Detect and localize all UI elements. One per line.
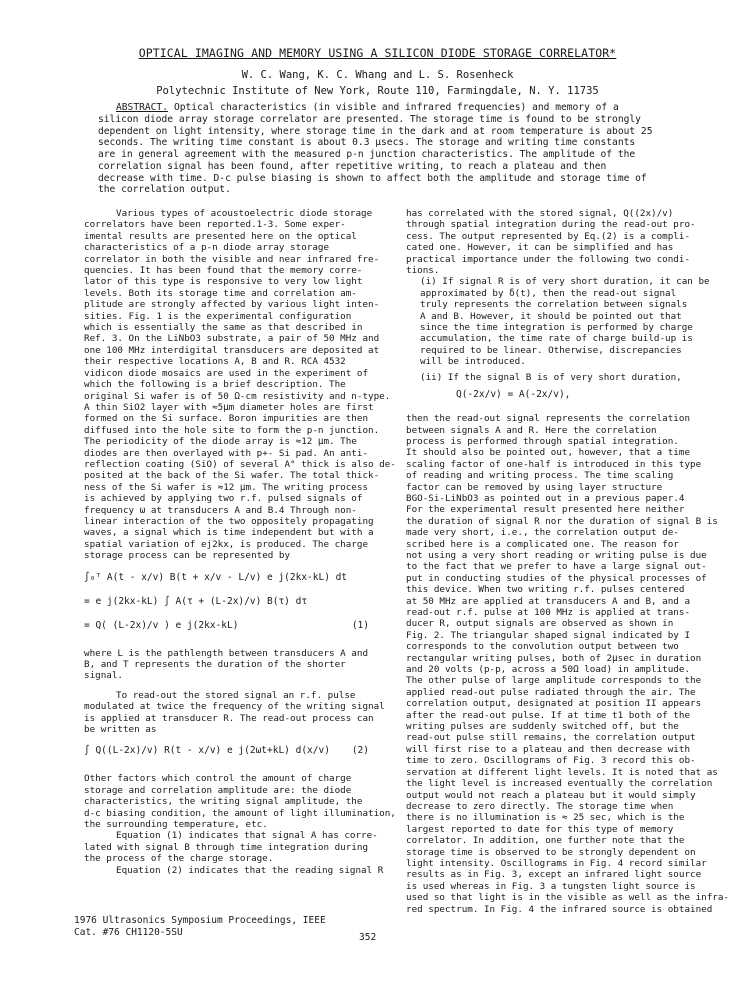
text-line: ness of the Si wafer is ≈12 μm. The writing process [84, 481, 369, 493]
text-line: lator of this type is responsive to very low light [84, 276, 363, 288]
text-line: scaling factor of one-half is introduced in this type [406, 458, 702, 470]
text-line: since the time integration is performed by charge [420, 322, 693, 334]
text-line: (ii) If the signal B is of very short duration, [420, 371, 682, 383]
text-line: put in conducting studies of the physical processes of [406, 572, 707, 584]
text-line: reflection coating (SiO) of several A° thick is also de- [84, 458, 396, 470]
text-line: which is essentially the same as that described in [84, 322, 363, 334]
text-line: has correlated with the stored signal, Q((2x)/v) [406, 208, 674, 219]
text-line: the duration of signal R nor the duration of signal B is [406, 515, 718, 527]
text-line: and 20 volts (p-p, across a 50Ω load) in amplitude. [406, 664, 691, 676]
text-line: decrease to zero directly. The storage time when [406, 800, 674, 812]
text-line: corresponds to the convolution output between two [406, 641, 679, 653]
text-line: correlation output, designated at position II appears [406, 698, 702, 710]
text-line: the process of the charge storage. [84, 853, 274, 865]
equation-2-number: (2) [351, 745, 369, 757]
text-line: formed on the Si surface. Boron impurities are then [84, 413, 369, 425]
left-paragraph-5 [84, 830, 389, 864]
text-line: time to zero. Oscillograms of Fig. 3 record this ob- [406, 755, 696, 767]
proceedings-line: 1976 Ultrasonics Symposium Proceedings, IEEE [74, 915, 326, 926]
text-line: writing pulses are suddenly switched off, but the [406, 721, 679, 733]
text-line: spatial variation of ej2kx, is produced. The charge [84, 538, 369, 550]
affiliation: Polytechnic Institute of New York, Route 110, Farmingdale, N. Y. 11735 [156, 85, 599, 97]
equation-1-b: = e j(2kx-kL) ∫ A(τ + (L-2x)/v) B(τ) dτ [84, 595, 308, 607]
authors: W. C. Wang, K. C. Whang and L. S. Rosenheck [241, 69, 514, 81]
abstract [98, 102, 658, 196]
equation-2-line [84, 745, 389, 763]
text-line: vidicon diode mosaics are used in the experiment of [84, 367, 369, 379]
text-line: (i) If signal R is of very short duration, it can be [420, 276, 710, 288]
text-line: will be introduced. [420, 356, 526, 368]
text-line: posited at the back of the Si wafer. The total thick- [84, 470, 380, 482]
text-line: A and B. However, it should be pointed out that [420, 310, 682, 322]
equation-1-line-a [84, 572, 389, 590]
text-line: Various types of acoustoelectric diode storage [116, 208, 373, 219]
catalog-line: Cat. #76 CH1120-5SU [74, 927, 183, 938]
left-paragraph-6 [84, 865, 389, 876]
text-line: BGO-Si-LiNbO3 as pointed out in a previous paper.4 [406, 492, 685, 504]
text-line: be written as [84, 724, 157, 736]
text-line: red spectrum. In Fig. 4 the infrared source is obtained [406, 903, 713, 915]
text-line: tions. [406, 265, 440, 277]
text-line: this device. When two writing r.f. pulses centered [406, 584, 685, 596]
left-paragraph-3 [84, 690, 389, 736]
text-line: applied read-out pulse radiated through the air. The [406, 686, 696, 698]
text-line: after the read-out pulse. If at time t1 both of the [406, 709, 691, 721]
equation-1-a: ∫₀ᵀ A(t - x/v) B(t + x/v - L/v) e j(2kx-kL) dt [84, 571, 348, 583]
text-line: correlator. In addition, one further note that the [406, 835, 685, 847]
right-paragraph-1 [406, 208, 706, 276]
text-line: at 50 MHz are applied at transducers A and B, and a [406, 595, 691, 607]
text-line: between signals A and R. Here the correlation [406, 424, 657, 436]
text-line: cess. The output represented by Eq.(2) is a compli- [406, 230, 691, 242]
text-line: practical importance under the following two condi- [406, 253, 691, 265]
text-line: is achieved by applying two r.f. pulsed signals of [84, 493, 363, 505]
text-line: quencies. It has been found that the memory corre- [84, 265, 363, 277]
text-line: then the read-out signal represents the correlation [406, 413, 691, 425]
right-column [406, 208, 730, 915]
right-paragraph-2 [406, 413, 706, 504]
equation-1-line-b [84, 596, 389, 614]
right-paragraph-3 [406, 504, 730, 915]
text-line: Equation (1) indicates that signal A has corre- [116, 830, 378, 842]
text-line: characteristics, the writing signal amplitude, the [84, 796, 363, 808]
condition-ii [406, 372, 706, 383]
left-paragraph-2 [84, 648, 389, 682]
text-line: one 100 MHz interdigital transducers are deposited at [84, 344, 380, 356]
left-column [84, 208, 396, 876]
left-paragraph-1 [84, 208, 396, 562]
text-line: It should also be pointed out, however, that a time [406, 447, 691, 459]
text-line: their respective locations A, B and R. RCA 4532 [84, 356, 346, 368]
text-line: diffused into the hole site to form the p-n junction. [84, 424, 380, 436]
text-line: there is no illumination is ≈ 25 sec, which is the [406, 812, 685, 824]
text-line: the surrounding temperature, etc. [84, 819, 268, 831]
text-line: Fig. 2. The triangular shaped signal indicated by I [406, 629, 691, 641]
text-line: characteristics of a p-n diode array storage [84, 242, 330, 254]
text-line: For the experimental result presented here neither [406, 504, 685, 516]
text-line: lated with signal B through time integration during [84, 841, 369, 853]
text-line: imental results are presented here on the optical [84, 230, 357, 242]
text-line: storage time is observed to be strongly dependent on [406, 846, 696, 858]
text-line: signal. [84, 670, 123, 682]
text-line: accumulation, the time rate of charge build-up is [420, 333, 693, 345]
text-line: The other pulse of large amplitude corresponds to the [406, 675, 702, 687]
text-line: modulated at twice the frequency of the writing signal [84, 701, 385, 713]
text-line: used so that light is in the visible as well as the infra- [406, 892, 730, 904]
abstract-text: Optical characteristics (in visible and infrared frequencies) and memory of a silicon diode array storage correlator are presented. The storage time is found to be strongly dependent on light intensity, where storage time in the dark and at room temperature is about 25 seconds. The writing time constant is about 0.3 μsecs. The storage and writing time constants are in general agreement with the measured p-n junction characteristics. The amplitude of the correlation signal has been found, after repetitive writing, to reach a plateau and then decrease with time. D-c pulse biasing is shown to affect both the amplitude and storage time of the correlation output. [98, 102, 653, 196]
text-line: B, and T represents the duration of the shorter [84, 659, 346, 670]
text-line: light intensity. Oscillograms in Fig. 4 record similar [406, 857, 707, 869]
text-line: waves, a signal which is time independent but with a [84, 527, 374, 539]
text-line: factor can be removed by using layer structure [406, 481, 663, 493]
text-line: sities. Fig. 1 is the experimental configuration [84, 310, 352, 322]
text-line: to the fact that we prefer to have a large signal out- [406, 561, 707, 573]
text-line: process is performed through spatial integration. [406, 435, 679, 447]
text-line: linear interaction of the two oppositely propagating [84, 515, 374, 527]
text-line: of reading and writing process. The time scaling [406, 470, 674, 482]
page-number: 352 [359, 932, 377, 943]
text-line: A thin SiO2 layer with ≈5μm diameter holes are first [84, 401, 374, 413]
text-line: read-out r.f. pulse at 100 MHz is applied at trans- [406, 607, 691, 618]
text-line: storage and correlation amplitude are: the diode [84, 784, 352, 796]
text-line: correlators have been reported.1-3. Some exper- [84, 219, 346, 231]
text-line: d-c biasing condition, the amount of light illumination, [84, 807, 396, 819]
text-line: Equation (2) indicates that the reading signal R [116, 864, 384, 876]
text-line: correlator in both the visible and near infrared fre- [84, 253, 380, 265]
text-line: where L is the pathlength between transducers A and [84, 647, 369, 659]
text-line: levels. Both its storage time and correlation am- [84, 287, 357, 299]
text-line: which the following is a brief description. The [84, 379, 346, 391]
paper-title: OPTICAL IMAGING AND MEMORY USING A SILICON DIODE STORAGE CORRELATOR* [138, 46, 617, 60]
text-line: servation at different light levels. It is noted that as [406, 766, 718, 778]
text-line: results as in Fig. 3, except an infrared light source [406, 869, 702, 881]
abstract-label: ABSTRACT. [116, 102, 168, 113]
text-line: will first rise to a plateau and then decrease with [406, 743, 691, 755]
equation-1-number: (1) [351, 619, 369, 631]
text-line: required to be linear. Otherwise, discrepancies [420, 344, 682, 356]
text-line: diodes are then overlayed with p+- Si pad. An anti- [84, 447, 369, 459]
text-line: rectangular writing pulses, both of 2μsec in duration [406, 652, 702, 664]
text-line: ducer R, output signals are observed as shown in [406, 618, 674, 630]
text-line: read-out pulse still remains, the correlation output [406, 732, 696, 744]
text-line: output would not reach a plateau but it would simply [406, 789, 696, 801]
equation-1-c: = Q( (L-2x)/v ) e j(2kx-kL) [84, 619, 239, 631]
text-line: The periodicity of the diode array is ≈12 μm. The [84, 436, 357, 448]
equation-3: Q(-2x/v) = A(-2x/v), [456, 389, 571, 401]
text-line: storage process can be represented by [84, 550, 291, 562]
text-line: frequency ω at transducers A and B.4 Through non- [84, 504, 357, 516]
equation-3-line [456, 389, 706, 407]
text-line: not using a very short reading or writing pulse is due [406, 549, 707, 561]
condition-i [406, 276, 710, 368]
equation-1-line-c [84, 620, 389, 638]
text-line: truly represents the correlation between signals [420, 299, 688, 311]
text-line: original Si wafer is of 50 Ω-cm resistivity and n-type. [84, 390, 391, 402]
text-line: scribed here is a complicated one. The reason for [406, 538, 679, 550]
text-line: largest reported to date for this type of memory [406, 823, 674, 835]
text-line: the light level is increased eventually the correlation [406, 778, 713, 790]
text-line: made very short, i.e., the correlation output de- [406, 527, 679, 539]
equation-2: ∫ Q((L-2x)/v) R(t - x/v) e j(2ωt+kL) d(x/v) [84, 745, 330, 757]
left-paragraph-4 [84, 773, 396, 831]
text-line: Ref. 3. On the LiNbO3 substrate, a pair of 50 MHz and [84, 333, 380, 345]
text-line: approximated by δ(t), then the read-out signal [420, 287, 677, 299]
text-line: is used whereas in Fig. 3 a tungsten light source is [406, 880, 696, 892]
text-line: through spatial integration during the read-out pro- [406, 219, 696, 231]
footer [74, 915, 326, 939]
text-line: To read-out the stored signal an r.f. pulse [116, 689, 356, 701]
text-line: is applied at transducer R. The read-out process can [84, 712, 374, 724]
text-line: plitude are strongly affected by various light inten- [84, 299, 380, 311]
text-line: Other factors which control the amount of charge [84, 773, 352, 785]
text-line: cated one. However, it can be simplified and has [406, 242, 674, 254]
